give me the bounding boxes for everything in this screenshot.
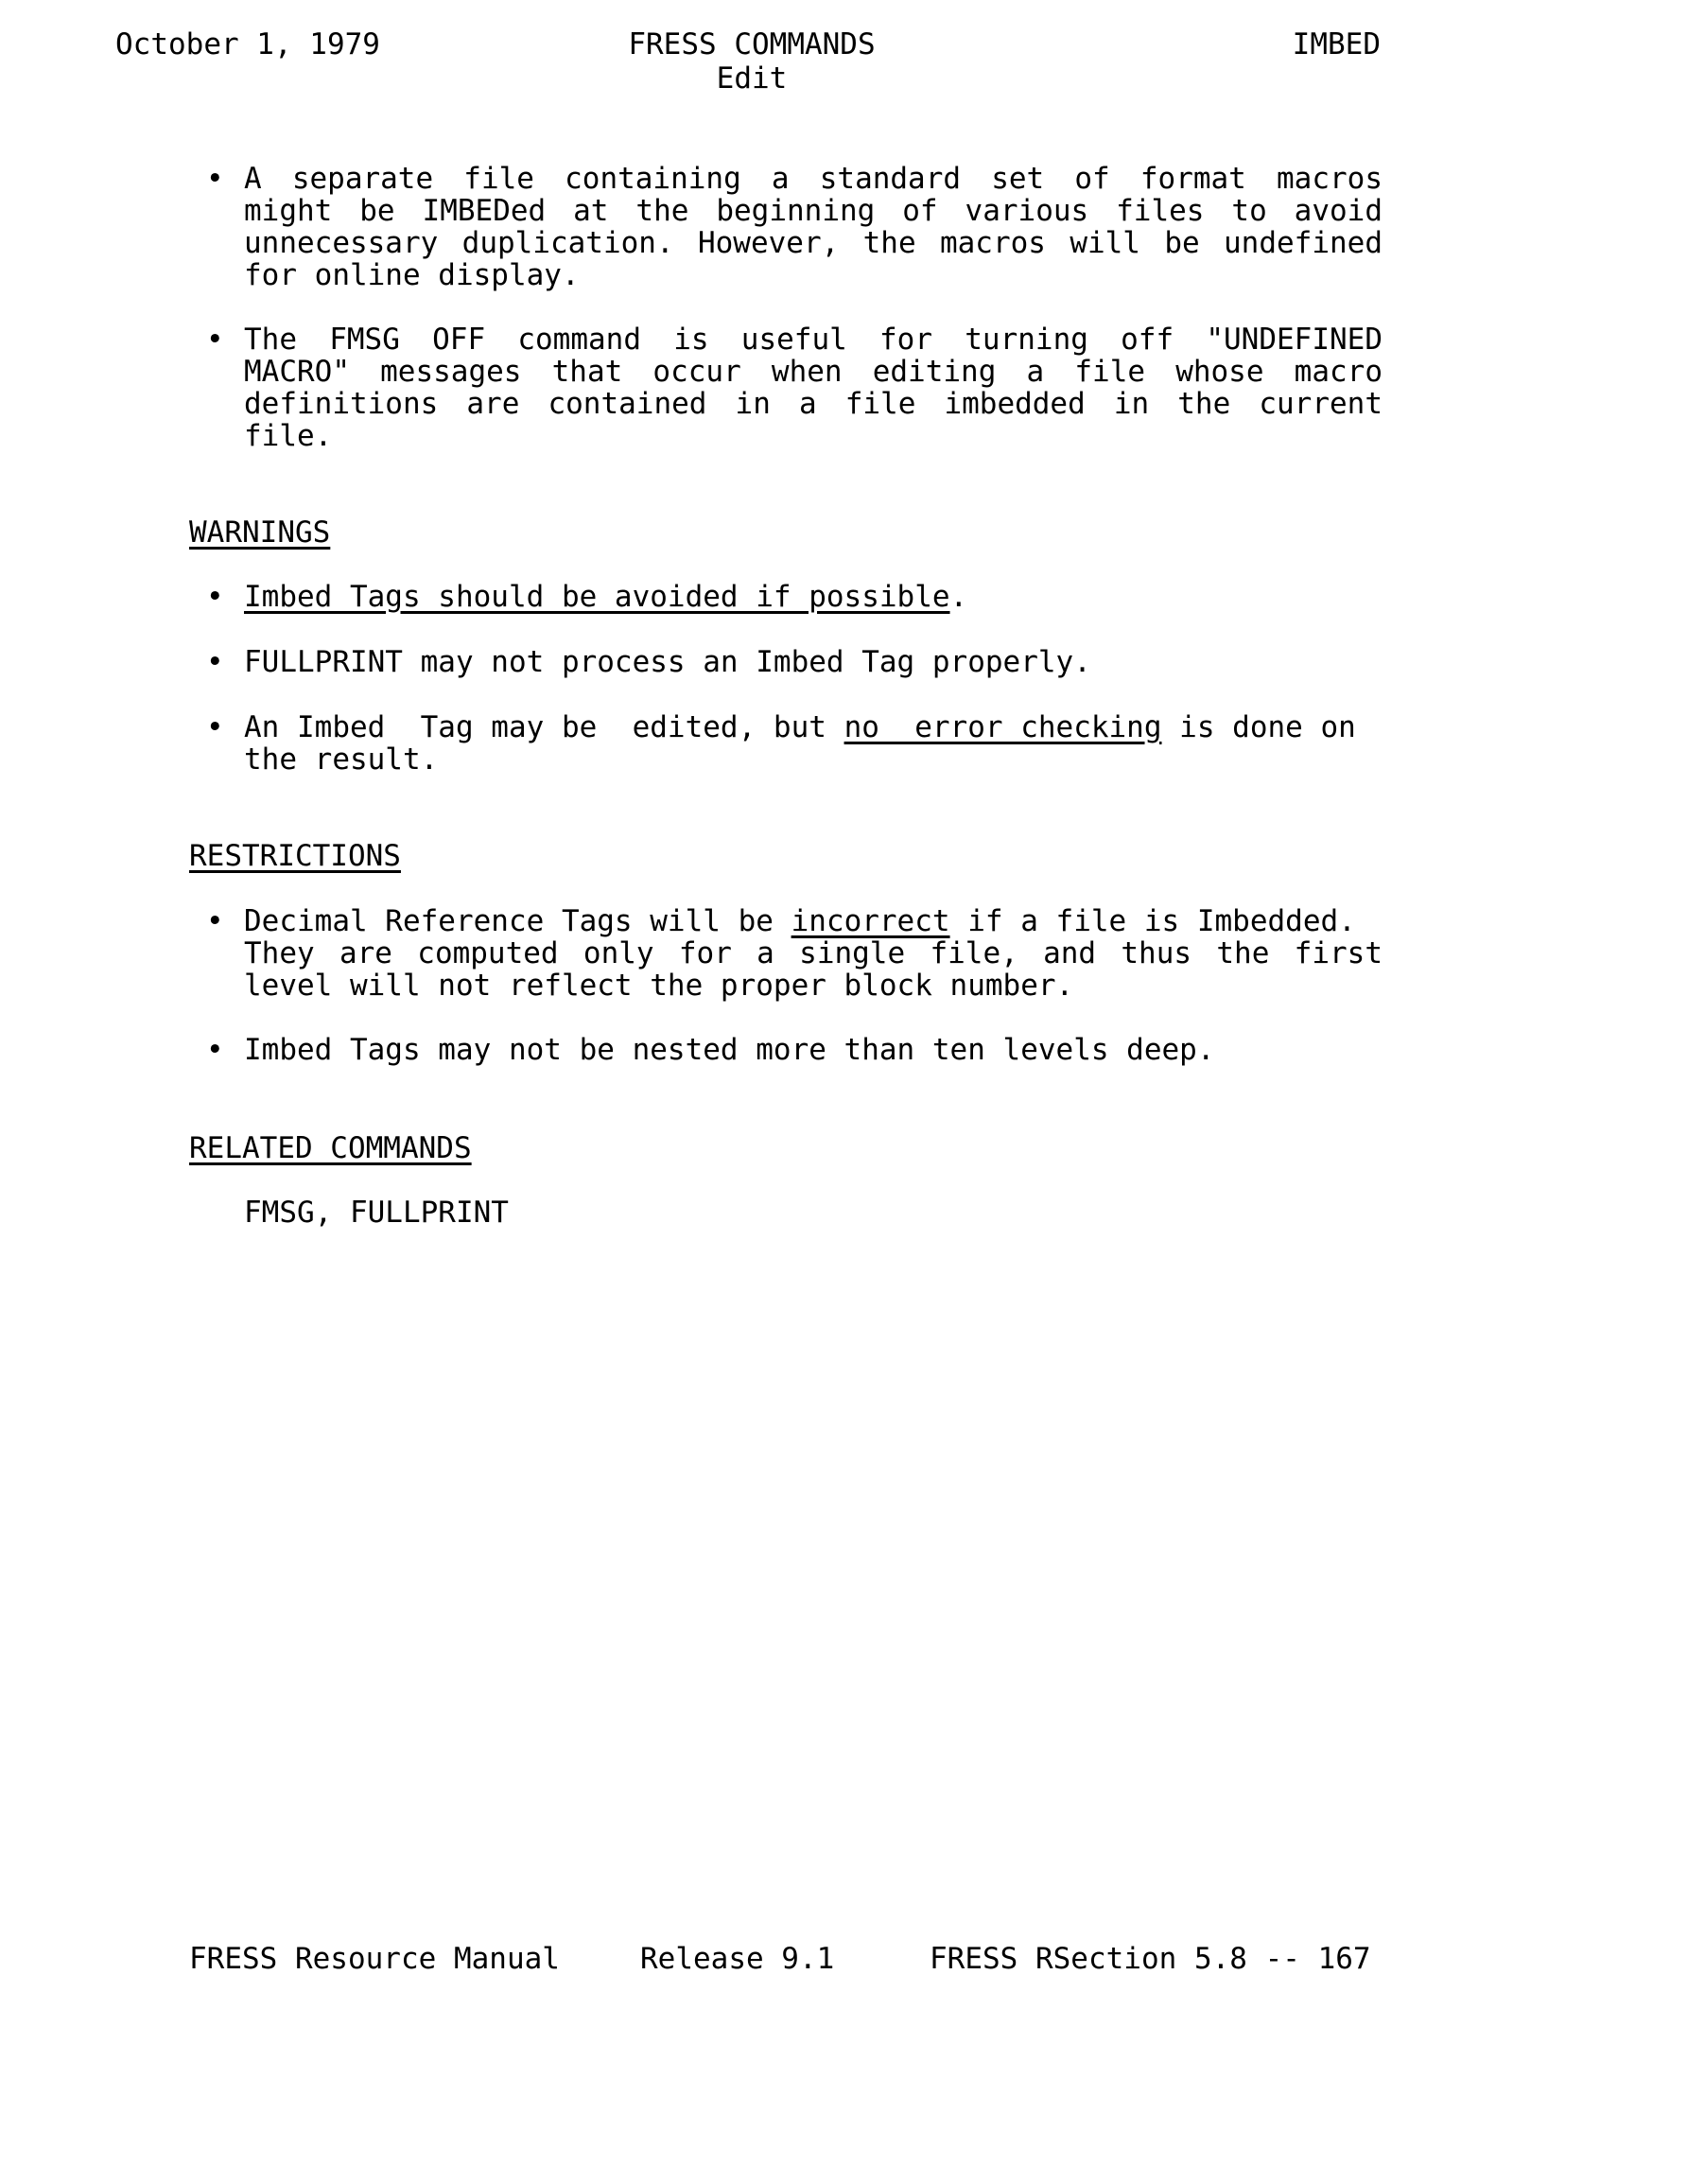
- text-line: the result.: [244, 743, 439, 777]
- footer-release: Release 9.1: [640, 1942, 835, 1976]
- bullet-icon: •: [206, 710, 224, 744]
- text-fragment: An Imbed Tag may be edited, but: [244, 710, 844, 744]
- text-line: might be IMBEDed at the beginning of various files to avoid: [244, 194, 1383, 228]
- underlined-text: no error checking: [844, 710, 1162, 744]
- list-item: [244, 711, 1383, 776]
- related-commands-list: FMSG, FULLPRINT: [244, 1196, 509, 1230]
- text-line: unnecessary duplication. However, the macros will be undefined: [244, 226, 1383, 260]
- list-item: FULLPRINT may not process an Imbed Tag properly.: [244, 645, 1091, 679]
- text-line: level will not reflect the proper block number.: [244, 969, 1074, 1003]
- text-fragment: Decimal Reference Tags will be: [244, 904, 791, 938]
- footer-manual: FRESS Resource Manual: [189, 1942, 560, 1976]
- text-line: definitions are contained in a file imbedded in the current: [244, 387, 1383, 421]
- bullet-icon: •: [206, 645, 224, 679]
- text-line: The FMSG OFF command is useful for turning off "UNDEFINED: [244, 323, 1383, 357]
- list-item: [244, 905, 1383, 1002]
- bullet-icon: •: [206, 162, 224, 196]
- bullet-icon: •: [206, 580, 224, 614]
- list-item: [244, 323, 1383, 452]
- header-date: October 1, 1979: [115, 27, 380, 61]
- section-heading-warnings: WARNINGS: [189, 515, 331, 550]
- header-title: FRESS COMMANDS: [628, 27, 876, 61]
- text-line: for online display.: [244, 258, 580, 292]
- text-line: [244, 905, 1383, 937]
- bullet-icon: •: [206, 323, 224, 357]
- header-subtitle: Edit: [716, 61, 788, 96]
- header-command: IMBED: [1292, 27, 1381, 61]
- list-item: Imbed Tags may not be nested more than ten levels deep.: [244, 1033, 1215, 1067]
- text-line: They are computed only for a single file, and thus the first: [244, 936, 1383, 970]
- footer-section: FRESS RSection 5.8 -- 167: [930, 1942, 1371, 1976]
- section-heading-related-commands: RELATED COMMANDS: [189, 1131, 472, 1165]
- text-fragment: is done on: [1161, 710, 1356, 744]
- text-fragment: .: [949, 580, 968, 614]
- text-line: [244, 711, 1383, 743]
- list-item: [244, 163, 1383, 291]
- section-heading-restrictions: RESTRICTIONS: [189, 839, 401, 873]
- text-line: file.: [244, 419, 333, 453]
- underlined-text: Imbed Tags should be avoided if possible: [244, 580, 950, 614]
- text-fragment: if a file is Imbedded.: [949, 904, 1356, 938]
- text-line: A separate file containing a standard set of format macros: [244, 162, 1383, 196]
- list-item: [244, 581, 967, 613]
- bullet-icon: •: [206, 904, 224, 938]
- text-line: MACRO" messages that occur when editing a file whose macro: [244, 355, 1383, 389]
- underlined-text: incorrect: [791, 904, 950, 938]
- bullet-icon: •: [206, 1033, 224, 1067]
